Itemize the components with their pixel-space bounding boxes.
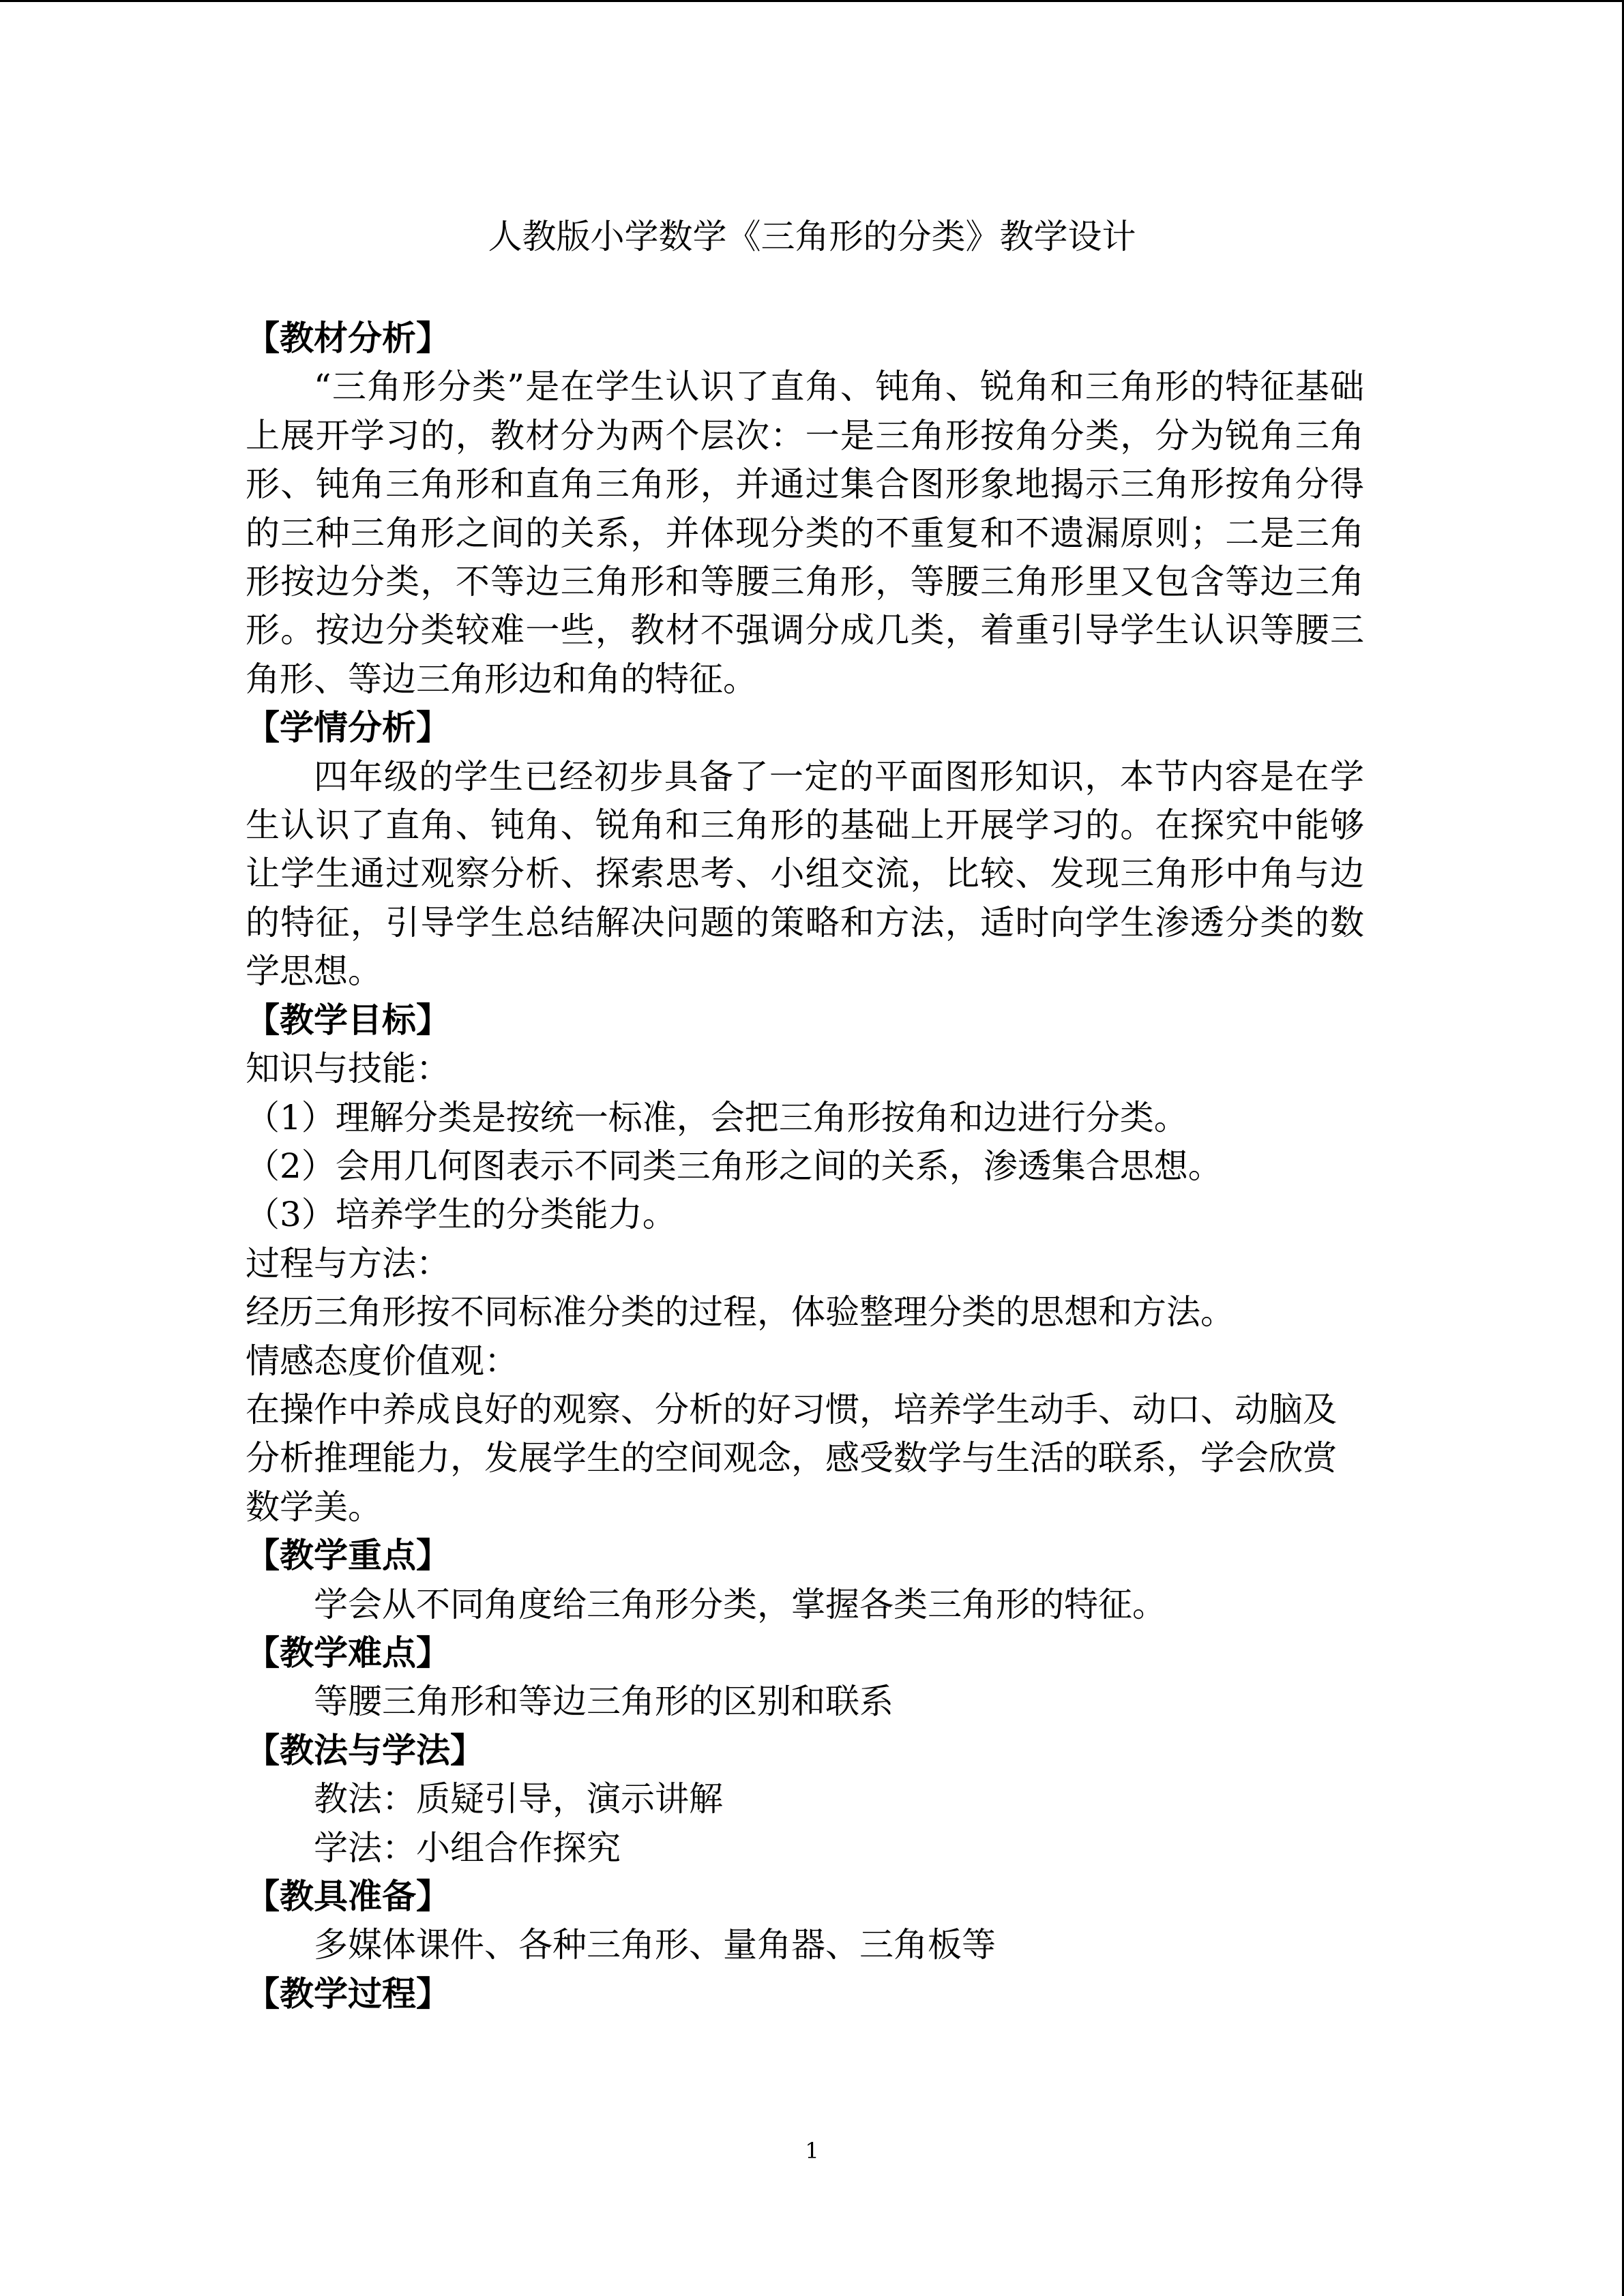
emotion-values-label: 情感态度价值观： [246, 1341, 518, 1381]
key-points-text: 学会从不同角度给三角形分类，掌握各类三角形的特征。 [314, 1584, 1166, 1624]
process-methods-text: 经历三角形按不同标准分类的过程，体验整理分类的思想和方法。 [246, 1292, 1235, 1332]
emotion-values-text: 在操作中养成良好的观察、分析的好习惯，培养学生动手、动口、动脑及分析推理能力，发展学生的空间观念，感受数学与生活的联系，学会欣赏数学美。 [246, 1389, 1337, 1527]
student-analysis-text: 四年级的学生已经初步具备了一定的平面图形知识，本节内容是在学生认识了直角、钝角、锐角和三角形的基础上开展学习的。在探究中能够让学生通过观察分析、探索思考、小组交流，比较、发现三角形中角与边的特征，引导学生总结解决问题的策略和方法，适时向学生渗透分类的数学思想。 [246, 756, 1364, 992]
heading-student-analysis: 【学情分析】 [246, 708, 450, 748]
difficulties-text: 等腰三角形和等边三角形的区别和联系 [314, 1682, 894, 1722]
document-body [246, 314, 1364, 2018]
heading-teaching-methods: 【教法与学法】 [246, 1730, 484, 1770]
process-methods-label: 过程与方法： [246, 1243, 450, 1283]
heading-teaching-process: 【教学过程】 [246, 1973, 450, 2014]
knowledge-item: （2）会用几何图表示不同类三角形之间的关系，渗透集合思想。 [246, 1146, 1222, 1186]
document-title: 人教版小学数学《三角形的分类》教学设计 [488, 217, 1136, 256]
teaching-method-text: 教法：质疑引导，演示讲解 [314, 1779, 723, 1819]
heading-material-analysis: 【教材分析】 [246, 318, 450, 358]
knowledge-item: （3）培养学生的分类能力。 [246, 1195, 677, 1235]
heading-teaching-tools: 【教具准备】 [246, 1877, 450, 1916]
material-analysis-text: “三角形分类”是在学生认识了直角、钝角、锐角和三角形的特征基础上展开学习的，教材分为两个层次：一是三角形按角分类，分为锐角三角形、钝角三角形和直角三角形，并通过集合图形象地揭示三角形按角分得的三种三角形之间的关系，并体现分类的不重复和不遗漏原则；二是三角形按边分类，不等边三角形和等腰三角形，等腰三角形里又包含等边三角形。按边分类较难一些，教材不强调分成几类，着重引导学生认识等腰三角形、等边三角形边和角的特征。 [246, 367, 1364, 699]
heading-key-points: 【教学重点】 [246, 1536, 450, 1576]
knowledge-skills-label: 知识与技能： [246, 1049, 450, 1089]
knowledge-item: （1）理解分类是按统一标准，会把三角形按角和边进行分类。 [246, 1097, 1188, 1137]
page-number: 1 [805, 2138, 819, 2164]
teaching-tools-text: 多媒体课件、各种三角形、量角器、三角板等 [314, 1925, 996, 1965]
heading-difficulties: 【教学难点】 [246, 1632, 450, 1673]
learning-method-text: 学法：小组合作探究 [314, 1828, 621, 1868]
heading-teaching-goals: 【教学目标】 [246, 1000, 450, 1040]
